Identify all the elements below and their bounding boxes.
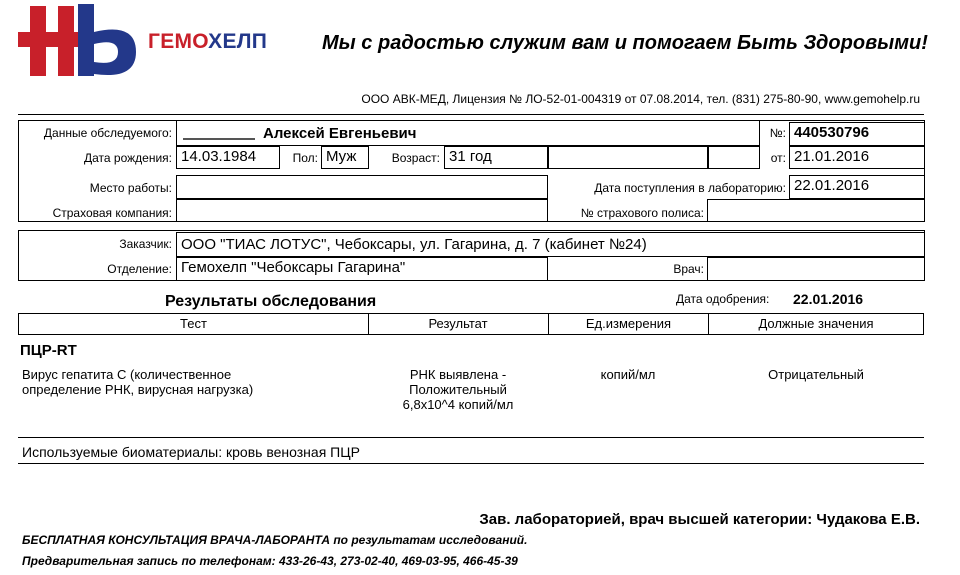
company-logo xyxy=(18,4,138,78)
sex-value: Муж xyxy=(321,146,369,169)
from-value: 21.01.2016 xyxy=(789,146,925,169)
col-test: Тест xyxy=(19,314,369,334)
slogan: Мы с радостью служим вам и помогаем Быть Здоровыми! xyxy=(322,32,928,54)
test-name xyxy=(22,367,352,397)
approval-label: Дата одобрения: xyxy=(676,292,770,306)
result-line-2: Положительный xyxy=(409,382,507,397)
department-value: Гемохелп "Чебоксары Гагарина" xyxy=(176,257,548,281)
customer-label: Заказчик: xyxy=(119,237,172,251)
birth-label: Дата рождения: xyxy=(84,151,172,165)
result-line-3: 6,8x10^4 копий/мл xyxy=(402,397,514,412)
insurer-value xyxy=(176,199,548,222)
section-title: ПЦР-RT xyxy=(20,342,77,359)
lab-date-label: Дата поступления в лабораторию: xyxy=(594,181,786,195)
name-field xyxy=(176,120,760,146)
work-label: Место работы: xyxy=(89,181,172,195)
name-value: Алексей Евгеньевич xyxy=(263,125,417,142)
empty-field-2 xyxy=(708,146,760,169)
license-line: ООО АВК-МЕД, Лицензия № ЛО-52-01-004319 от 07.08.2014, тел. (831) 275-80-90, www.gemohelp.ru xyxy=(361,92,920,106)
age-label: Возраст: xyxy=(391,151,440,165)
sex-label: Пол: xyxy=(292,151,318,165)
redacted-mark xyxy=(183,126,255,140)
test-line-2: определение РНК, вирусная нагрузка) xyxy=(22,382,254,397)
col-reference: Должные значения xyxy=(758,316,874,331)
brand-name xyxy=(148,30,267,54)
biomaterial-top-line xyxy=(18,437,924,438)
results-title: Результаты обследования xyxy=(165,293,377,310)
result-line-1: РНК выявлена - xyxy=(409,367,507,382)
consult-note: БЕСПЛАТНАЯ КОНСУЛЬТАЦИЯ ВРАЧА-ЛАБОРАНТА по результатам исследований. xyxy=(22,533,528,547)
test-result xyxy=(368,367,548,412)
birth-value: 14.03.1984 xyxy=(176,146,280,169)
doctor-value xyxy=(707,257,925,281)
name-label: Данные обследуемого: xyxy=(43,126,172,140)
test-reference: Отрицательный xyxy=(768,367,864,382)
biomaterial-text: Используемые биоматериалы: кровь венозная ПЦР xyxy=(22,444,360,460)
customer-value: ООО "ТИАС ЛОТУС", Чебоксары, ул. Гагарина, д. 7 (кабинет №24) xyxy=(176,232,925,257)
phones-note: Предварительная запись по телефонам: 433-26-43, 273-02-40, 469-03-95, 466-45-39 xyxy=(22,554,518,568)
results-header-row xyxy=(18,313,924,335)
work-value xyxy=(176,175,548,199)
policy-label: № страхового полиса: xyxy=(580,206,704,220)
empty-field-1 xyxy=(548,146,708,169)
lab-date-value: 22.01.2016 xyxy=(789,175,925,199)
col-unit: Ед.измерения xyxy=(549,314,709,334)
doctor-label: Врач: xyxy=(673,262,704,276)
test-line-1: Вирус гепатита С (количественное xyxy=(22,367,232,382)
biomaterial-bottom-line xyxy=(18,463,924,464)
number-label: №: xyxy=(769,126,786,140)
from-label: от: xyxy=(770,151,786,165)
signature: Зав. лабораторией, врач высшей категории: Чудакова Е.В. xyxy=(479,511,920,528)
brand-prefix: ГЕМО xyxy=(148,30,209,53)
age-value: 31 год xyxy=(444,146,548,169)
brand-suffix: ХЕЛП xyxy=(208,30,268,53)
test-unit: копий/мл xyxy=(600,367,656,382)
approval-value: 22.01.2016 xyxy=(793,291,864,307)
number-value: 440530796 xyxy=(789,122,925,146)
header-divider xyxy=(18,114,924,115)
col-result: Результат xyxy=(368,314,549,334)
insurer-label: Страховая компания: xyxy=(52,206,172,220)
policy-value xyxy=(707,199,925,222)
department-label: Отделение: xyxy=(107,262,172,276)
